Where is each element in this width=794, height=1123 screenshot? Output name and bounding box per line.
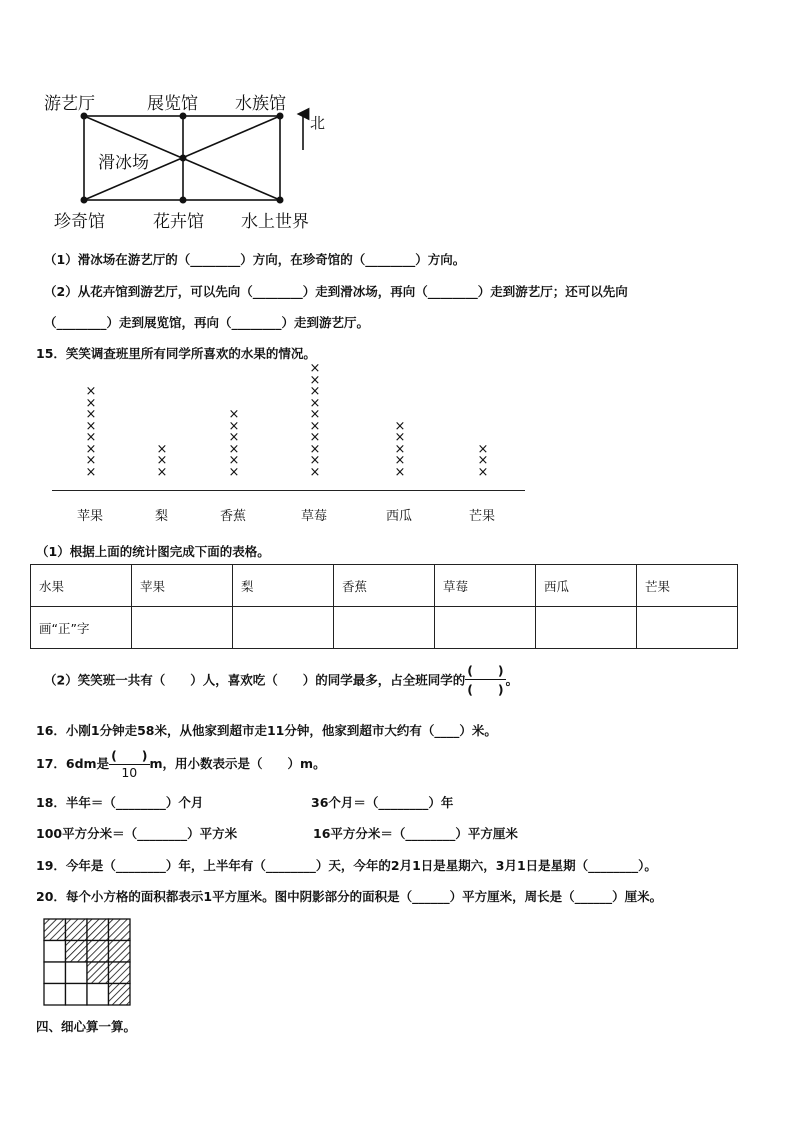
fraction-denominator: ( ): [467, 682, 504, 697]
table-answer-cell[interactable]: [435, 607, 536, 649]
pictograph-mark: ×: [85, 430, 97, 445]
pictograph-mark: ×: [309, 384, 321, 399]
pictograph-column: [308, 363, 322, 478]
pictograph-mark: ×: [228, 430, 240, 445]
q18-d: 16平方分米＝（________）平方厘米: [313, 826, 518, 841]
table-answer-cell[interactable]: [334, 607, 435, 649]
pictograph-column: [393, 418, 407, 480]
section-4-title: 四、细心算一算。: [36, 1019, 137, 1034]
pictograph-column: [84, 386, 98, 478]
table-header-cell: 芒果: [637, 565, 738, 607]
pictograph-mark: ×: [477, 464, 489, 480]
map-diagram: [0, 0, 794, 240]
category-label: 苹果: [77, 509, 104, 524]
q17: [36, 746, 326, 780]
pictograph-mark: ×: [309, 453, 321, 468]
pictograph-mark: ×: [477, 441, 489, 457]
shaded-cell: [87, 941, 109, 963]
table-header-cell: 香蕉: [334, 565, 435, 607]
pictograph-mark: ×: [85, 407, 97, 422]
fraction-numerator: ( ): [467, 663, 504, 678]
q14-part2-line1: （2）从花卉馆到游艺厅，可以先向（________）走到滑冰场，再向（________）走到游艺厅；还可以先向: [44, 284, 628, 299]
q15-part1: （1）根据上面的统计图完成下面的表格。: [36, 544, 270, 559]
pictograph-mark: ×: [156, 453, 168, 468]
shaded-cell: [109, 941, 131, 963]
q14-part1: （1）滑冰场在游艺厅的（________）方向，在珍奇馆的（________）方向。: [44, 252, 466, 267]
fraction-numerator: ( ): [111, 748, 148, 763]
label-huabing: 滑冰场: [98, 153, 149, 173]
pictograph-mark: ×: [228, 441, 240, 457]
table-header-cell: 西瓜: [536, 565, 637, 607]
q16: 16．小刚1分钟走58米，从他家到超市走11分钟，他家到超市大约有（____）米。: [36, 723, 497, 738]
pictograph-column: [476, 441, 490, 480]
q18-c: 100平方分米＝（________）平方米: [36, 826, 238, 841]
pictograph-mark: ×: [309, 441, 321, 457]
pictograph-mark: ×: [228, 407, 240, 422]
label-shuizu: 水族馆: [235, 94, 286, 114]
shaded-cell: [44, 919, 66, 941]
grid-cell: [66, 962, 88, 984]
fraction: [465, 661, 505, 698]
q17-suffix: m，用小数表示是（ ）m。: [149, 756, 326, 771]
pictograph-mark: ×: [309, 372, 321, 388]
category-label: 芒果: [469, 509, 496, 524]
north-label: 北: [310, 114, 326, 132]
table-header-cell: 草莓: [435, 565, 536, 607]
table-answer-cell[interactable]: [637, 607, 738, 649]
label-zhenqi: 珍奇馆: [54, 212, 105, 232]
pictograph-mark: ×: [394, 453, 406, 468]
q15-part2-text: （2）笑笑班一共有（ ）人，喜欢吃（ ）的同学最多，占全班同学的: [44, 672, 466, 688]
fraction-denominator: 10: [121, 765, 138, 780]
map-point: [180, 197, 187, 204]
q20: 20．每个小方格的面积都表示1平方厘米。图中阴影部分的面积是（______）平方厘米，周长是（______）厘米。: [36, 889, 663, 904]
q18-a: 18．半年＝（________）个月: [36, 795, 204, 810]
pictograph-mark: ×: [85, 453, 97, 468]
pictograph-mark: ×: [394, 441, 406, 457]
table-header-cell: 梨: [233, 565, 334, 607]
q15-title: 15．笑笑调查班里所有同学所喜欢的水果的情况。: [36, 346, 316, 361]
category-label: 香蕉: [220, 509, 247, 524]
chart-baseline: [52, 490, 525, 491]
pictograph-mark: ×: [394, 430, 406, 445]
table-header-cell: 水果: [31, 565, 132, 607]
grid-cell: [66, 984, 88, 1006]
table-row: [31, 607, 738, 649]
area-grid: [43, 918, 133, 1008]
pictograph-mark: ×: [309, 430, 321, 445]
pictograph-mark: ×: [156, 464, 168, 480]
pictograph-column: [155, 441, 169, 480]
q15-part2: [44, 661, 518, 698]
grid-cell: [44, 941, 66, 963]
q14-part2-line2: （________）走到展览馆，再向（________）走到游艺厅。: [44, 315, 370, 330]
q18-b: 36个月＝（________）年: [311, 795, 454, 810]
pictograph-mark: ×: [85, 464, 97, 480]
shaded-cell: [66, 919, 88, 941]
map-point: [180, 155, 187, 162]
q19: 19．今年是（________）年，上半年有（________）天，今年的2月1日是星期六，3月1日是星期（________）。: [36, 858, 657, 873]
pictograph-mark: ×: [394, 464, 406, 480]
pictograph-mark: ×: [477, 453, 489, 468]
pictograph-mark: ×: [228, 418, 240, 434]
grid-cell: [44, 962, 66, 984]
q17-prefix: 17．6dm是: [36, 756, 110, 771]
table-answer-cell[interactable]: [233, 607, 334, 649]
pictograph-mark: ×: [85, 418, 97, 434]
category-label: 草莓: [301, 509, 328, 524]
pictograph-mark: ×: [309, 395, 321, 411]
pictograph-mark: ×: [309, 361, 321, 376]
shaded-cell: [109, 984, 131, 1006]
pictograph-mark: ×: [228, 453, 240, 468]
category-label: 梨: [155, 509, 169, 524]
map-point: [277, 197, 284, 204]
pictograph-mark: ×: [309, 418, 321, 434]
fruit-table: [30, 564, 738, 649]
map-point: [81, 197, 88, 204]
pictograph-mark: ×: [156, 441, 168, 457]
label-zhanlan: 展览馆: [147, 94, 198, 114]
table-row-label: 画“正”字: [31, 607, 132, 649]
pictograph-mark: ×: [228, 464, 240, 480]
shaded-cell: [109, 962, 131, 984]
shaded-cell: [87, 919, 109, 941]
category-label: 西瓜: [386, 509, 413, 524]
pictograph-mark: ×: [85, 395, 97, 411]
pictograph-column: [227, 409, 241, 478]
pictograph-mark: ×: [85, 384, 97, 399]
label-youyi: 游艺厅: [44, 94, 95, 114]
table-row: [31, 565, 738, 607]
pictograph-mark: ×: [394, 418, 406, 434]
pictograph-mark: ×: [309, 407, 321, 422]
fraction: [109, 746, 149, 780]
shaded-cell: [87, 962, 109, 984]
q15-part2-end: 。: [505, 672, 519, 688]
pictograph-mark: ×: [309, 464, 321, 480]
shaded-cell: [66, 941, 88, 963]
pictograph-mark: ×: [85, 441, 97, 457]
shaded-cell: [109, 919, 131, 941]
label-huahui: 花卉馆: [153, 212, 204, 232]
pictograph-chart: [0, 360, 560, 530]
label-shuishang: 水上世界: [241, 212, 309, 232]
table-answer-cell[interactable]: [536, 607, 637, 649]
table-header-cell: 苹果: [132, 565, 233, 607]
grid-cell: [44, 984, 66, 1006]
table-answer-cell[interactable]: [132, 607, 233, 649]
grid-cell: [87, 984, 109, 1006]
